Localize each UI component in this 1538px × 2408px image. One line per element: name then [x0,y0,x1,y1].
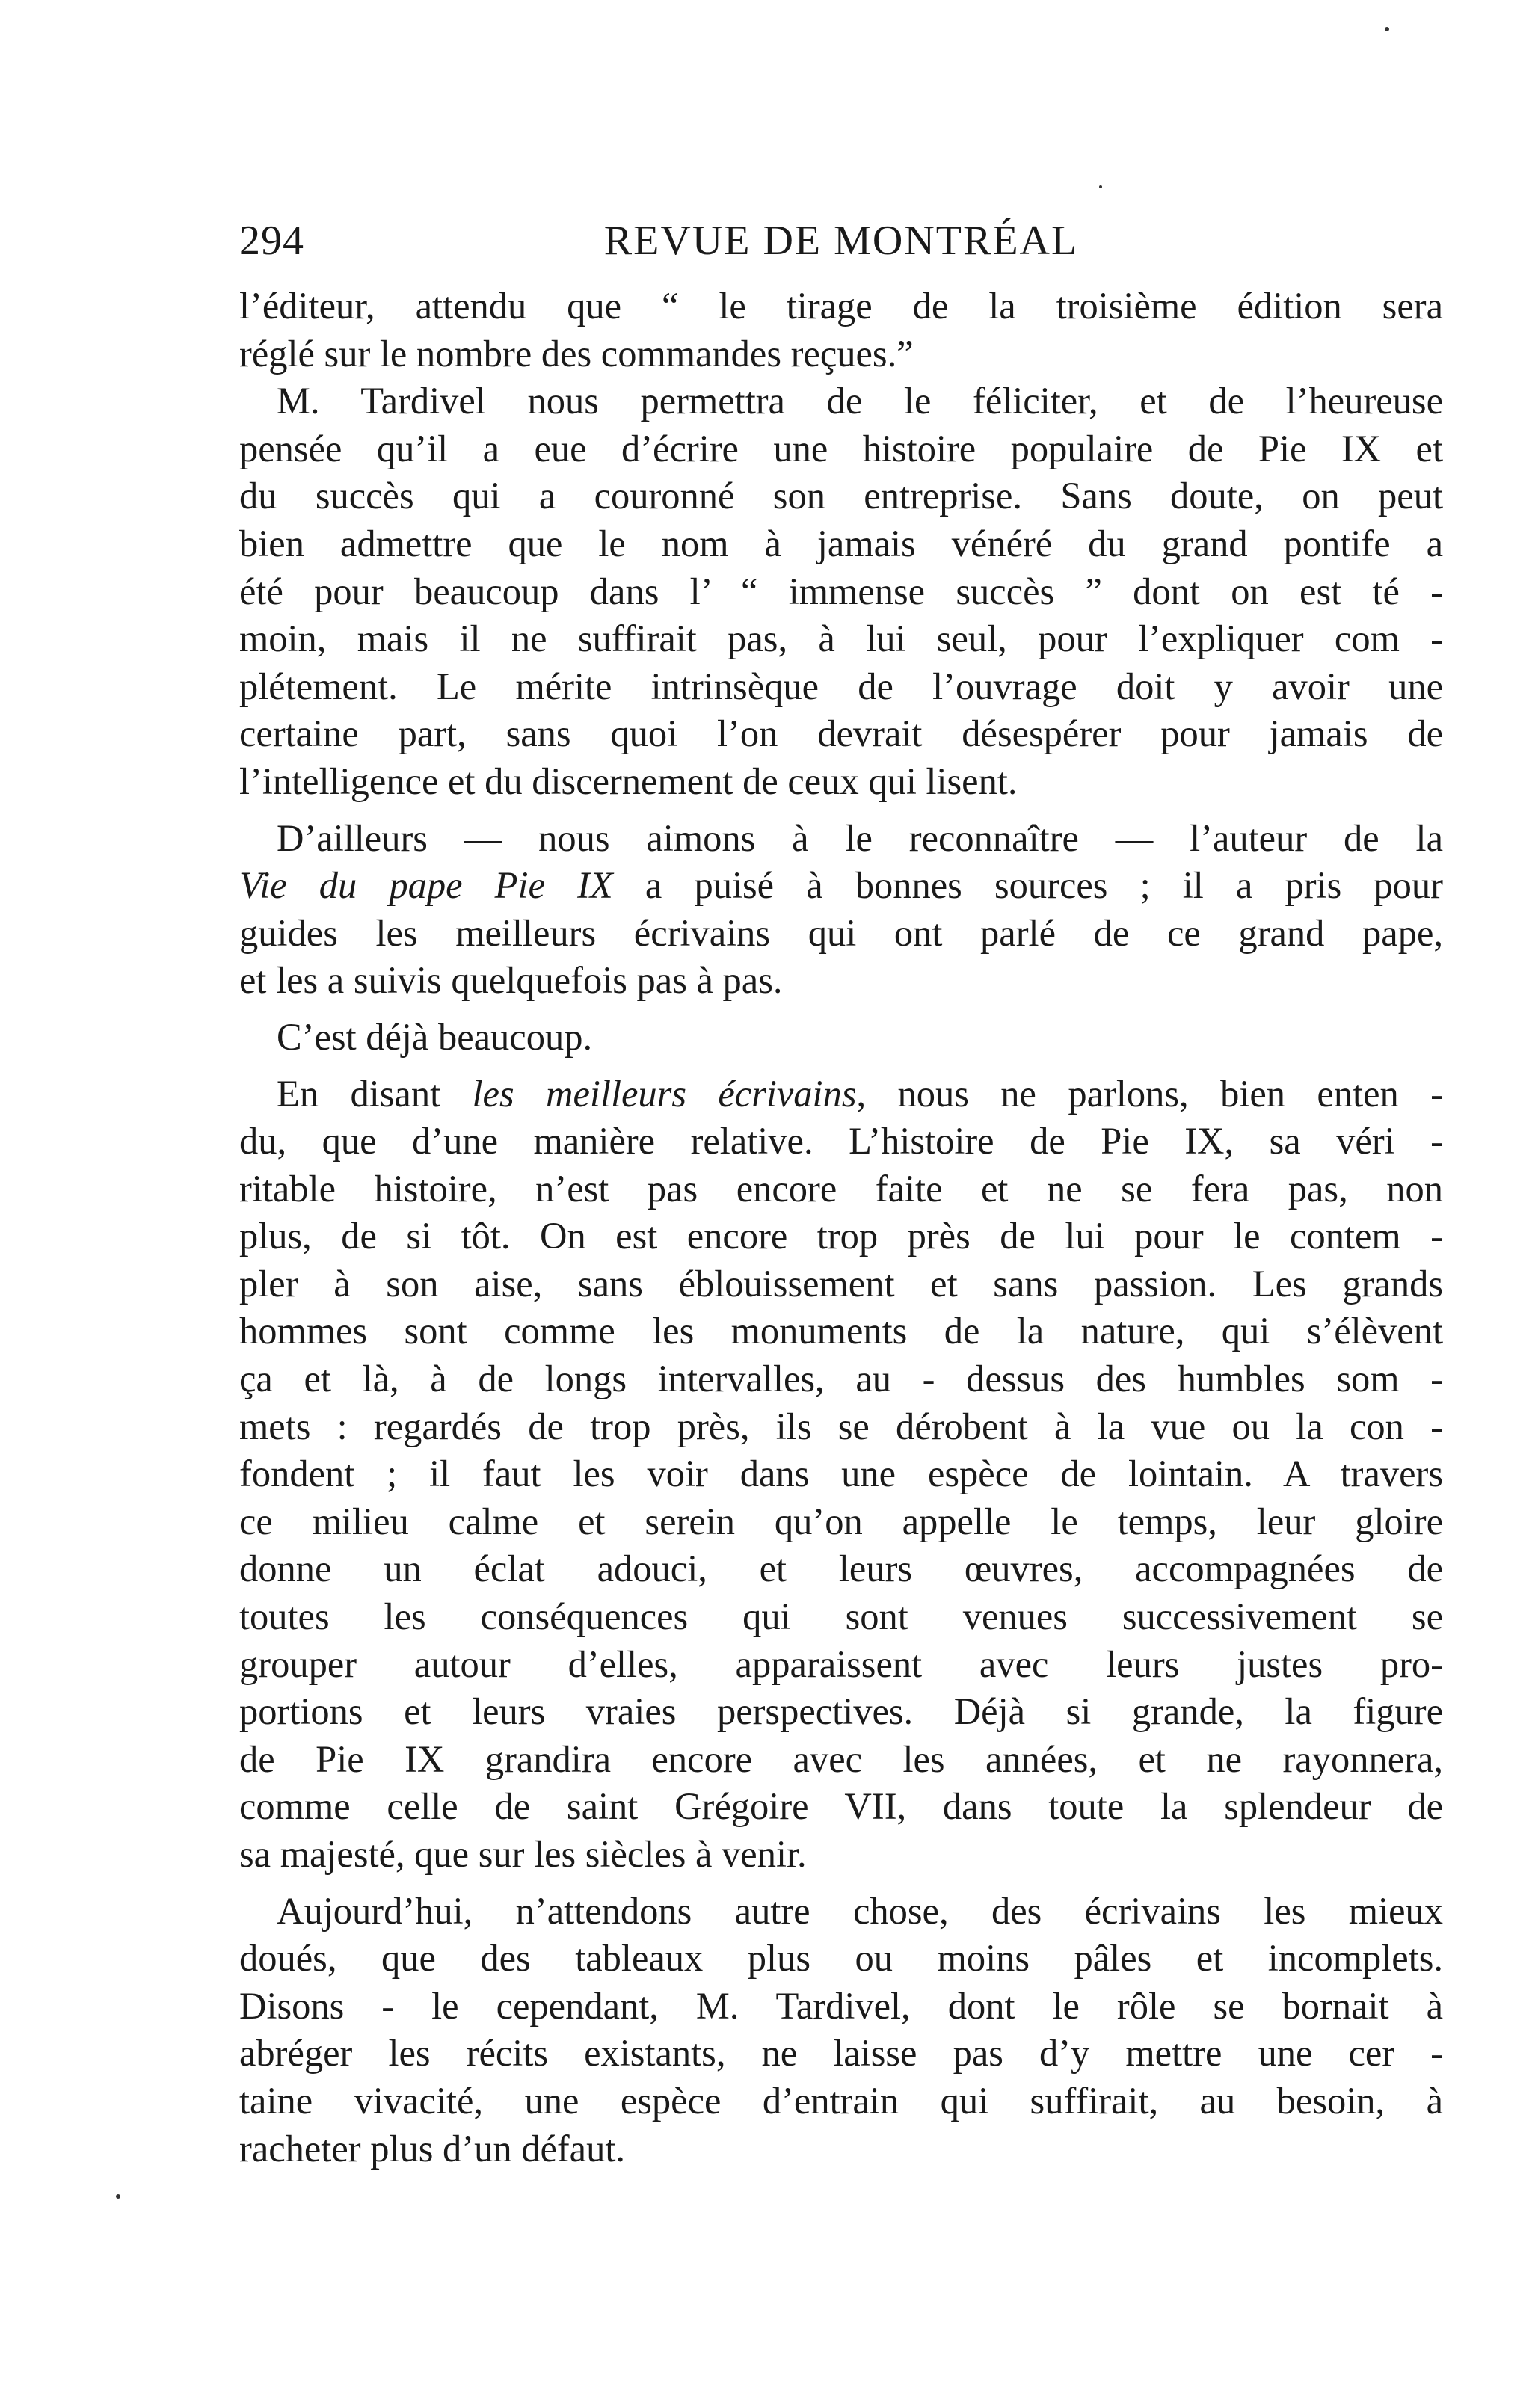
text-line: bien admettre que le nom à jamais vénéré du grand pontife a [239,522,1443,564]
text-line: certaine part, sans quoi l’on devrait désespérer pour jamais de [239,712,1443,755]
scan-speck [116,2194,120,2199]
text-line: plétement. Le mérite intrinsèque de l’ouvrage doit y avoir une [239,665,1443,707]
italic-book-title: Vie du pape Pie IX [239,864,613,907]
text-line: pensée qu’il a eue d’écrire une histoire populaire de Pie IX et [239,427,1443,469]
text-line: ritable histoire, n’est pas encore faite et ne se fera pas, non [239,1167,1443,1210]
paragraph [239,283,1443,378]
text-line: de Pie IX grandira encore avec les années, et ne rayonnera, [239,1737,1443,1780]
text-line: M. Tardivel nous permettra de le féliciter, et de l’heureuse [277,380,1443,422]
italic-phrase: les meilleurs écrivains [472,1072,857,1115]
text-line: mets : regardés de trop près, ils se dérobent à la vue ou la con - [239,1405,1443,1447]
text-line: du, que d’une manière relative. L’histoire de Pie IX, sa véri - [239,1120,1443,1163]
page-number: 294 [239,218,304,264]
scan-speck [1099,185,1102,188]
text-line: Aujourd’hui, n’attendons autre chose, des écrivains les mieux [277,1889,1443,1932]
text-line: donne un éclat adouci, et leurs œuvres, accompagnées de [239,1548,1443,1590]
text-line: l’éditeur, attendu que “ le tirage de la troisième édition sera [239,285,1443,327]
text-line: moin, mais il ne suffirait pas, à lui seul, pour l’expliquer com - [239,618,1443,660]
text-line: D’ailleurs — nous aimons à le reconnaître — l’auteur de la [277,816,1443,859]
text-line: l’intelligence et du discernement de ceux qui lisent. [239,760,1018,802]
text-line: abréger les récits existants, ne laisse pas d’y mettre une cer - [239,2032,1443,2075]
paragraph [239,378,1443,805]
paragraph [239,1888,1443,2173]
text-line: été pour beaucoup dans l’ “ immense succès ” dont on est té - [239,570,1443,612]
scan-speck [1385,27,1389,31]
text-line: ce milieu calme et serein qu’on appelle le temps, leur gloire [239,1500,1443,1542]
text-line: plus, de si tôt. On est encore trop près de lui pour le contem - [239,1215,1443,1257]
text-line [239,862,1443,910]
text-run: , nous ne parlons, bien enten - [856,1072,1443,1115]
paragraph [239,1071,1443,1879]
text-line: pler à son aise, sans éblouissement et sans passion. Les grands [239,1262,1443,1305]
running-head [239,217,1443,269]
text-line: et les a suivis quelquefois pas à pas. [239,959,783,1002]
text-line: portions et leurs vraies perspectives. Déjà si grande, la figure [239,1690,1443,1733]
running-title: REVUE DE MONTRÉAL [603,218,1079,264]
text-line: guides les meilleurs écrivains qui ont parlé de ce grand pape, [239,911,1443,954]
paragraph [239,1014,1443,1062]
text-run: En disant [277,1072,473,1115]
text-line: grouper autour d’elles, apparaissent avec leurs justes pro- [239,1642,1443,1685]
text-line: réglé sur le nombre des commandes reçues.” [239,332,914,375]
text-line: racheter plus d’un défaut. [239,2127,625,2170]
text-line: Disons - le cependant, M. Tardivel, dont le rôle se bornait à [239,1984,1443,2027]
paragraph [239,815,1443,1005]
book-page [239,217,1443,2173]
text-line: doués, que des tableaux plus ou moins pâles et incomplets. [239,1937,1443,1980]
text-line: sa majesté, que sur les siècles à venir. [239,1833,807,1875]
text-line: comme celle de saint Grégoire VII, dans toute la splendeur de [239,1785,1443,1828]
text-line: fondent ; il faut les voir dans une espèce de lointain. A travers [239,1453,1443,1495]
text-line: taine vivacité, une espèce d’entrain qui suffirait, au besoin, à [239,2079,1443,2122]
text-line: C’est déjà beaucoup. [277,1015,593,1058]
text-line: du succès qui a couronné son entreprise. Sans doute, on peut [239,475,1443,517]
text-line: ça et là, à de longs intervalles, au - dessus des humbles som - [239,1358,1443,1400]
text-line: hommes sont comme les monuments de la nature, qui s’élèvent [239,1310,1443,1352]
text-line [239,1071,1443,1118]
body-text [239,283,1443,2173]
text-line: toutes les conséquences qui sont venues successivement se [239,1595,1443,1638]
text-run: a puisé à bonnes sources ; il a pris pour [612,864,1443,907]
